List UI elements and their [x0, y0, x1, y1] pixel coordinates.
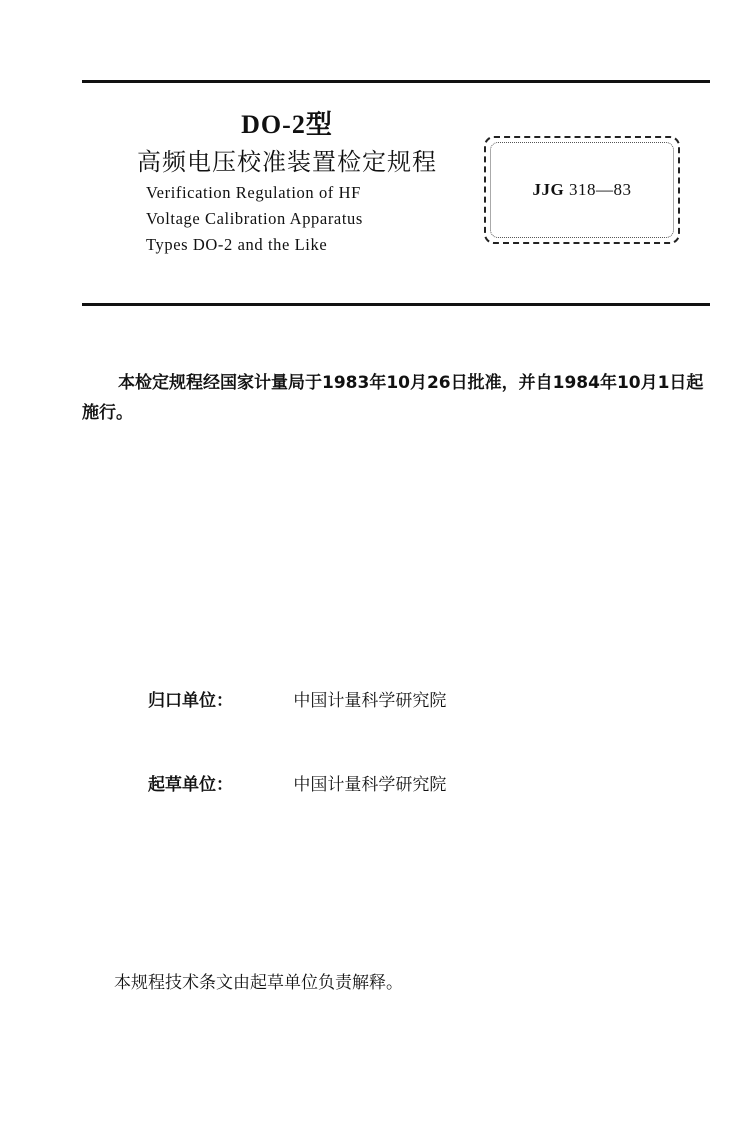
responsible-unit-value: 中国计量科学研究院	[293, 691, 447, 711]
bottom-rule	[82, 303, 710, 306]
english-title-line: Types DO-2 and the Like	[146, 235, 328, 254]
title-block	[112, 108, 462, 258]
drafting-unit-row	[148, 770, 446, 795]
standard-code	[533, 180, 632, 200]
responsible-unit-row	[148, 686, 446, 711]
drafting-unit-value: 中国计量科学研究院	[293, 775, 447, 795]
standard-code-number: 318—83	[568, 180, 632, 199]
english-title-line: Verification Regulation of HF	[146, 183, 361, 202]
interpretation-note: 本规程技术条文由起草单位负责解释。	[114, 973, 403, 993]
approval-statement: 本检定规程经国家计量局于1983年10月26日批准，并自1984年10月1日起施行。	[82, 373, 704, 423]
chinese-title: 高频电压校准装置检定规程	[137, 148, 437, 176]
drafting-unit-label: 起草单位：	[148, 775, 233, 795]
english-title	[112, 180, 462, 258]
top-rule	[82, 80, 710, 83]
standard-code-box	[484, 136, 680, 244]
responsible-unit-label: 归口单位：	[148, 691, 233, 711]
standard-code-prefix: JJG	[532, 180, 565, 199]
model-designation: DO-2型	[241, 110, 333, 139]
english-title-line: Voltage Calibration Apparatus	[146, 209, 363, 228]
